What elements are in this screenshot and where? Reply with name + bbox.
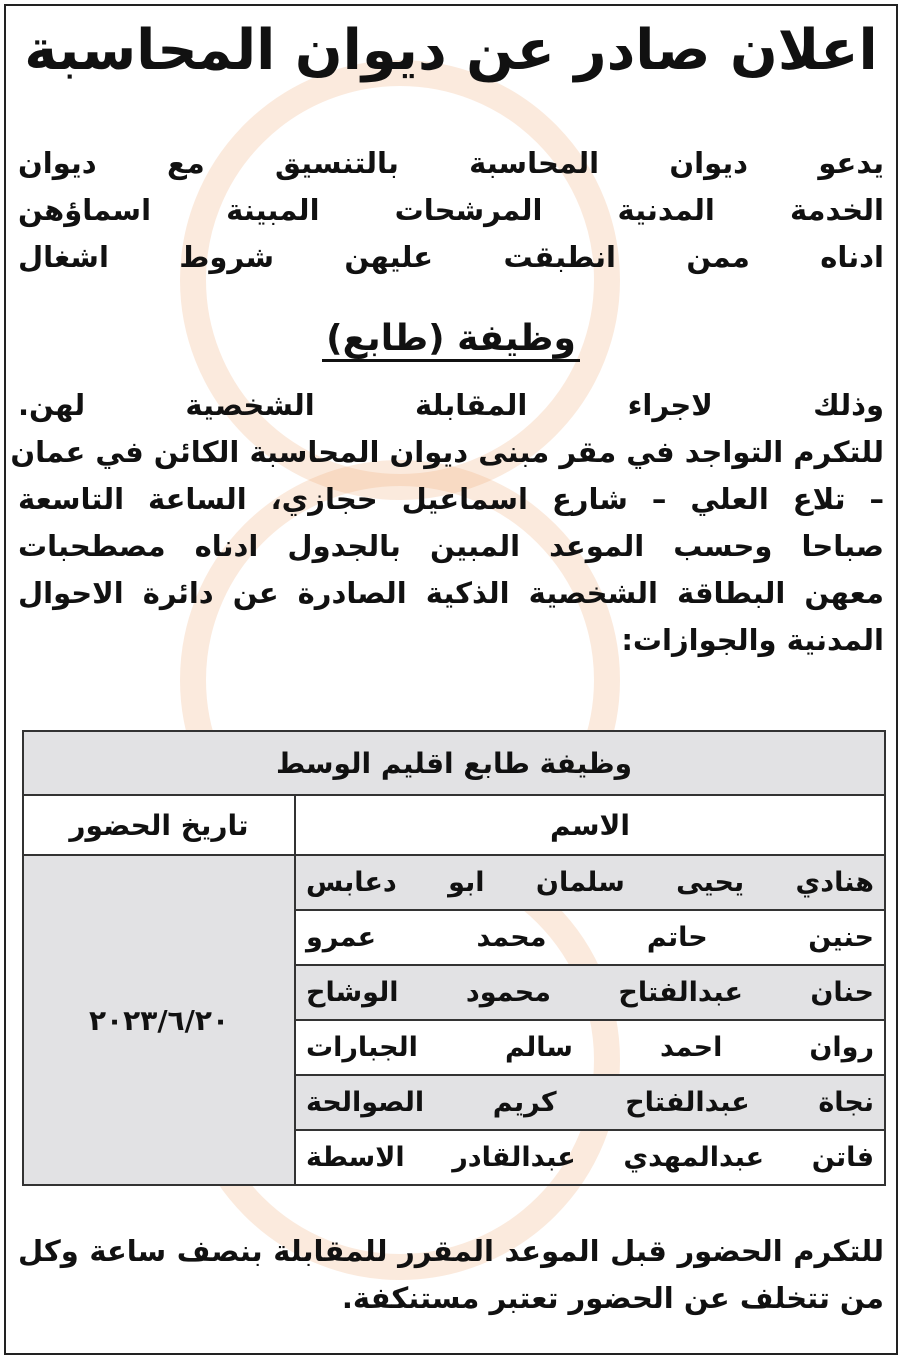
announcement-title: اعلان صادر عن ديوان المحاسبة — [24, 18, 878, 83]
text-line: معهن البطاقة الشخصية الذكية الصادرة عن دائرة الاحوال — [18, 576, 884, 610]
text-line: يدعو ديوان المحاسبة بالتنسيق مع ديوان — [18, 146, 884, 180]
attendance-date: ٢٠٢٣/٦/٢٠ — [23, 855, 295, 1185]
table-row: فاتن عبدالمهدي عبدالقادر الاسطة — [295, 1130, 885, 1185]
intro-paragraph — [18, 140, 884, 281]
column-header-date: تاريخ الحضور — [23, 795, 295, 855]
table-row: هنادي يحيى سلمان ابو دعابس — [295, 855, 885, 910]
text-line: ادناه ممن انطبقت عليهن شروط اشغال — [18, 240, 884, 274]
text-line: الخدمة المدنية المرشحات المبينة اسماؤهن — [18, 193, 884, 227]
details-paragraph — [10, 382, 884, 664]
column-header-name: الاسم — [295, 795, 885, 855]
table-row: نجاة عبدالفتاح كريم الصوالحة — [295, 1075, 885, 1130]
text-line: وذلك لاجراء المقابلة الشخصية لهن. — [18, 388, 884, 422]
text-line: للتكرم الحضور قبل الموعد المقرر للمقابلة بنصف ساعة وكل — [18, 1234, 884, 1268]
table-title: وظيفة طابع اقليم الوسط — [23, 731, 885, 795]
text-line: – تلاع العلي – شارع اسماعيل حجازي، الساعة التاسعة — [18, 482, 884, 516]
text-line: من تتخلف عن الحضور تعتبر مستنكفة. — [341, 1281, 884, 1315]
candidates-table — [22, 730, 886, 1186]
table-row: حنان عبدالفتاح محمود الوشاح — [295, 965, 885, 1020]
text-line: صباحا وحسب الموعد المبين بالجدول ادناه مصطحبات — [18, 529, 884, 563]
text-line: للتكرم التواجد في مقر مبنى ديوان المحاسبة الكائن في عمان — [10, 435, 884, 469]
footer-paragraph — [18, 1228, 884, 1322]
table-row: روان احمد سالم الجبارات — [295, 1020, 885, 1075]
table-row: حنين حاتم محمد عمرو — [295, 910, 885, 965]
job-title: وظيفة (طابع) — [0, 318, 902, 359]
text-line: المدنية والجوازات: — [621, 623, 884, 657]
